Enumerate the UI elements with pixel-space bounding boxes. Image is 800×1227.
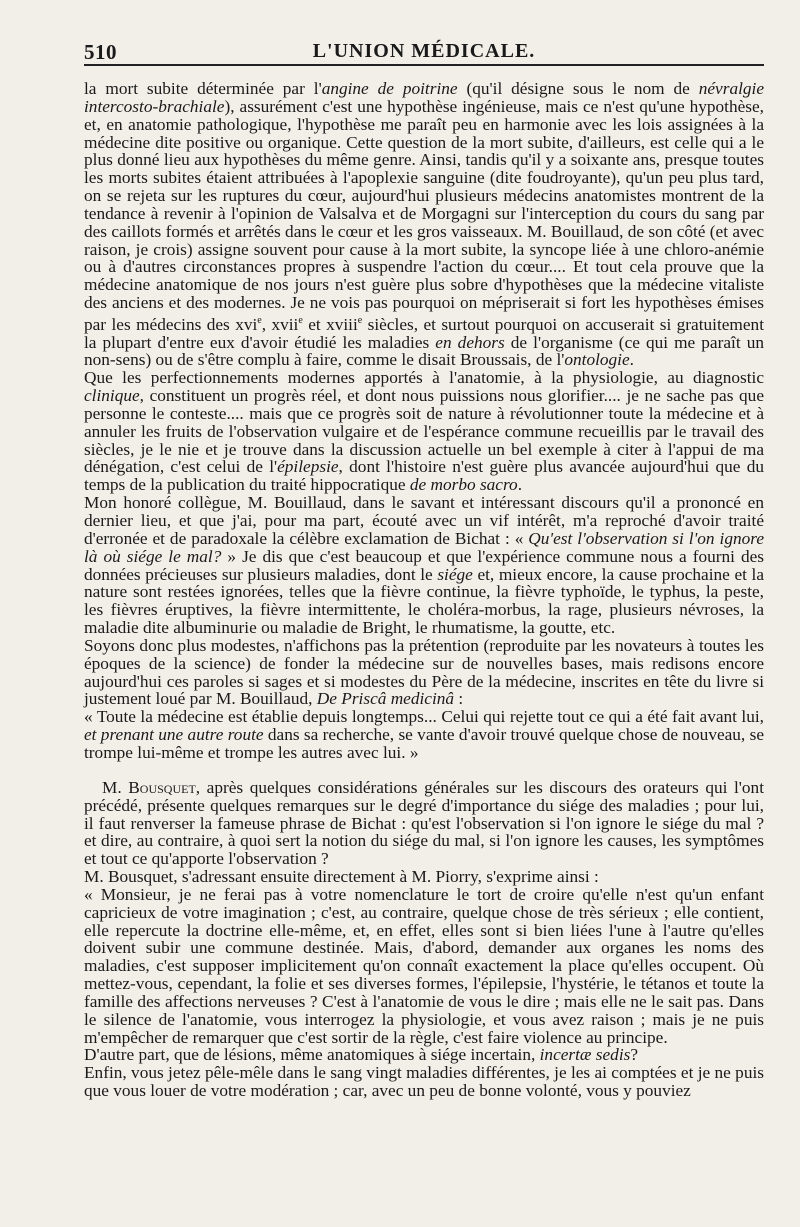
paragraph-p5 bbox=[84, 708, 764, 762]
paragraph-p1 bbox=[84, 80, 764, 369]
text-segment: ), assurément c'est une hypothèse ingénieuse, mais ce n'est qu'une hypothèse, et, en anatomie pathologique, l'hypothèse me paraît peu en harmonie avec les lois assignées à la médecine dite positive ou organique. Cette question de la mort subite, d'ailleurs, est celle qui a le plus donné lieu aux hypothèses du même genre. Ainsi, tandis qu'il y a soixante ans, presque toutes les morts subites étaient attribuées à l'apoplexie sanguine (dite foudroyante), qu'un peu plus tard, on se rejeta sur les ruptures du cœur, aujourd'hui plusieurs médecins anatomistes montrent de la tendance à revenir à l'opinion de Valsalva et de Morgagni sur l'interception du cours du sang par des caillots formés et arrêtés dans le cœur et les gros vaisseaux. M. Bouillaud, de son côté (et avec raison, je crois) assigne souvent pour cause à la mort subite, la syncope liée à une chloro-anémie ou à d'autres circonstances propres à suspendre l'action du cœur.... Et tout cela prouve que la médecine anatomique de nos jours n'est guère plus sobre d'hypothèses que la médecine vitaliste des anciens et des modernes. Je ne vois pas pourquoi on mépriserait si fort les hypothèses émises par les médecins des xvi bbox=[84, 96, 764, 334]
paragraph-p10 bbox=[84, 1064, 764, 1100]
paragraph-p8 bbox=[84, 886, 764, 1047]
text-segment: D'autre part, que de lésions, même anatomiques à siége incertain, bbox=[84, 1045, 540, 1065]
paragraph-p9 bbox=[84, 1046, 764, 1064]
text-segment: ontologie bbox=[564, 350, 630, 370]
text-segment: de morbo sacro bbox=[409, 475, 518, 495]
text-segment: et prenant une autre route bbox=[84, 725, 264, 745]
paragraph-p4 bbox=[84, 637, 764, 708]
paragraph-p2 bbox=[84, 369, 764, 494]
running-title: L'UNION MÉDICALE. bbox=[312, 40, 536, 62]
text-segment: Mon honoré collègue, M. Bouillaud, dans le savant et intéressant discours qu'il a prononcé en dernier lieu, et que j'ai, pour ma part, écouté avec un vif intérêt, m'a reproché d'avoir traité d'erronée et de paradoxale la célèbre exclamation de Bichat : « bbox=[84, 493, 764, 548]
text-segment: angine de poitrine bbox=[321, 79, 458, 98]
text-segment: la mort subite déterminée par l' bbox=[84, 79, 322, 98]
text-segment: de l'organisme (ce qui me paraît un non-sens) ou de s'être complu à faire, comme le disait Broussais, de l' bbox=[84, 332, 764, 370]
page-number: 510 bbox=[84, 40, 117, 64]
text-segment: et xviii bbox=[302, 314, 358, 334]
text-segment: « Monsieur, je ne ferai pas à votre nomenclature le tort de croire qu'elle n'est qu'un enfant capricieux de votre imagination ; c'est, au contraire, quelque chose de très sérieux ; elle contient, elle repercute la doctrine elle-même, et, en effet, elles sont si bien liées l'une à l'autre qu'elles doivent subir une commune destinée. Mais, d'abord, demander aux organes les noms des maladies, c'est supposer implicitement qu'on connaît exactement la place qu'elles occupent. Où mettez-vous, cependant, la folie et ses diverses formes, l'épilepsie, l'hystérie, le tétanos et toute la famille des affections nerveuses ? C'est à l'anatomie de vous le dire ; mais elle ne le sait pas. Dans le silence de l'anatomie, vous interrogez la physiologie, et vous avez raison ; mais je ne puis m'empêcher de remarquer que c'est sortir de la règle, c'est faire violence au principe. bbox=[84, 884, 764, 1047]
text-segment: siége bbox=[437, 564, 473, 584]
text-segment: M. bbox=[102, 777, 129, 797]
text-segment: . bbox=[517, 475, 523, 495]
text-segment: en dehors bbox=[435, 332, 505, 352]
paragraph-p6 bbox=[84, 779, 764, 868]
text-segment: e bbox=[257, 314, 262, 326]
text-segment: » Je dis que c'est beaucoup et que l'expérience commune nous a fourni des données précieuses sur plusieurs maladies, dont le bbox=[84, 546, 765, 584]
section-gap bbox=[84, 762, 764, 779]
text-segment: Soyons donc plus modestes, n'affichons pas la prétention (reproduite par les novateurs à toutes les époques de la science) de fonder la médecine sur de nouvelles bases, mais redisons encore aujourd'hui ces paroles si sages et si modestes du Père de la médecine, inscrites en tête du livre si justement loué par M. Bouillaud, bbox=[84, 635, 764, 709]
text-segment: ? bbox=[630, 1045, 639, 1065]
text-segment: épilepsie bbox=[277, 457, 339, 477]
text-segment: e bbox=[357, 314, 363, 326]
text-segment: « Toute la médecine est établie depuis longtemps... Celui qui rejette tout ce qui a été fait avant lui, bbox=[84, 707, 764, 727]
text-segment: clinique bbox=[84, 386, 140, 406]
text-segment: (qu'il désigne sous le nom de bbox=[457, 79, 699, 98]
text-segment: et, mieux encore, la cause prochaine et la nature sont restées ignorées, telles que la fièvre continue, la fièvre typhoïde, le typhus, la peste, les fièvres éruptives, la fièvre intermittente, le choléra-morbus, la rage, plusieurs névroses, la maladie dite albuminurie ou maladie de Bright, le rhumatisme, la goutte, etc. bbox=[84, 564, 764, 638]
text-segment: incertæ sedis bbox=[539, 1045, 631, 1065]
text-segment: De Priscâ medicinâ bbox=[316, 689, 455, 709]
text-segment: , dont l'histoire n'est guère plus avancée aujourd'hui que du temps de la publication du traité hippocratique bbox=[84, 457, 764, 495]
article-body bbox=[84, 80, 764, 1100]
text-segment: , constituent un progrès réel, et dont nous puissions nous glorifier.... je ne sache pas que personne le conteste.... mais que ce progrès soit de nature à révolutionner toute la médecine et à annuler les fruits de l'observation vulgaire et de l'espérance commune recueillis par le travail des siècles, je le nie et je trouve dans la discussion actuelle un bel exemple à citer à l'appui de ma dénégation, c'est celui de l' bbox=[84, 386, 764, 477]
text-segment: Que les perfectionnements modernes apportés à l'anatomie, à la physiologie, au diagnostic bbox=[84, 368, 764, 388]
paragraph-p3 bbox=[84, 494, 764, 637]
text-segment: : bbox=[454, 689, 464, 709]
text-segment: névralgie intercosto-brachiale bbox=[84, 79, 764, 116]
paragraph-p7 bbox=[84, 868, 764, 886]
text-segment: M. Bousquet, s'adressant ensuite directement à M. Piorry, s'exprime ainsi : bbox=[84, 867, 599, 887]
text-segment: Bousquet bbox=[128, 777, 196, 797]
text-segment: Enfin, vous jetez pêle-mêle dans le sang vingt maladies différentes, je les ai comptées et je ne puis que vous louer de votre modération ; car, avec un peu de bonne volonté, vous y pouviez bbox=[84, 1063, 764, 1101]
text-segment: dans sa recherche, se vante d'avoir trouvé quelque chose de nouveau, se trompe lui-même et trompe les autres avec lui. » bbox=[84, 725, 764, 762]
text-segment: , après quelques considérations générales sur les discours des orateurs qui l'ont précédé, présente quelques remarques sur le degré d'importance du siége des maladies ; pour lui, il faut renverser la fameuse phrase de Bichat : qu'est l'observation si l'on ignore le siége du mal ? et dire, au contraire, à quoi sert la notion du siége du mal, si l'on ignore les causes, les symptômes et tout ce qu'apporte l'observation ? bbox=[84, 777, 764, 869]
text-segment: e bbox=[298, 314, 303, 326]
text-segment: siècles, et surtout pourquoi on accuserait si gratuitement la plupart d'entre eux d'avoir étudié les maladies bbox=[84, 314, 764, 352]
text-segment: . bbox=[629, 350, 634, 370]
page-header bbox=[84, 30, 764, 66]
text-segment: , xvii bbox=[261, 314, 299, 334]
text-segment: Qu'est l'observation si l'on ignore là où siége le mal? bbox=[84, 528, 765, 566]
